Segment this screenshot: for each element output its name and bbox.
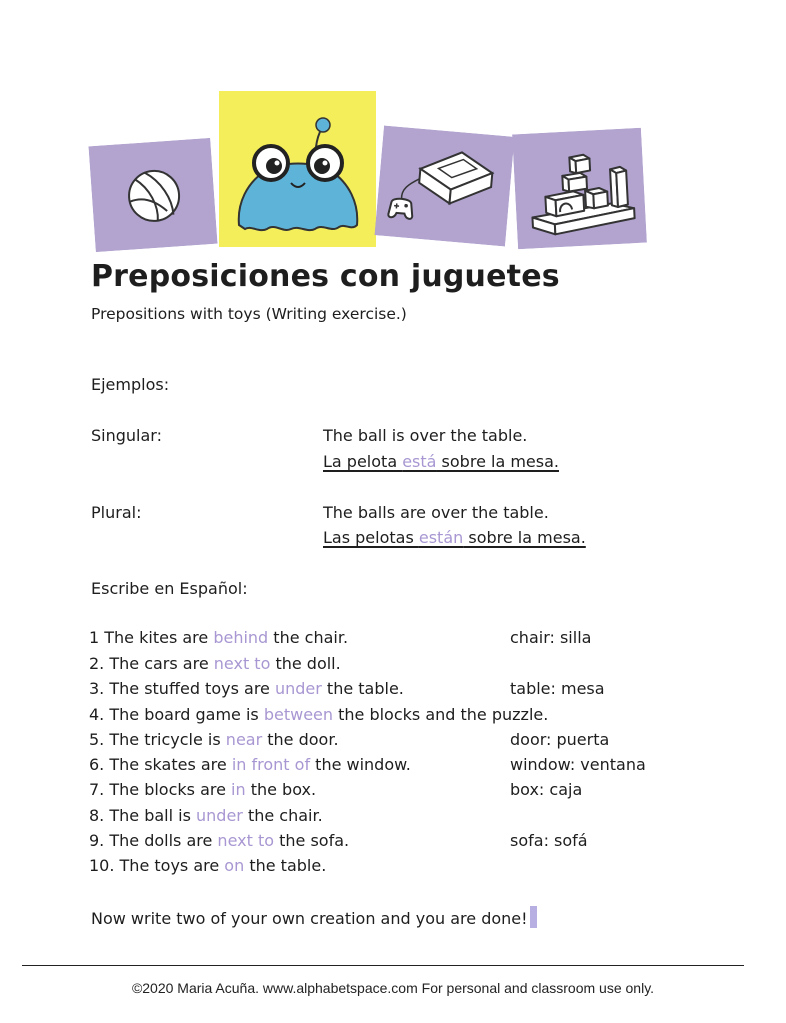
vocab-hint: window: ventana <box>510 755 646 774</box>
ball-icon <box>88 138 217 252</box>
toy-blocks-icon <box>512 128 647 250</box>
footer-copyright: ©2020 Maria Acuña. www.alphabetspace.com For personal and classroom use only. <box>131 980 655 996</box>
page-title: Preposiciones con juguetes <box>91 259 560 294</box>
singular-label: Singular: <box>91 426 162 445</box>
ball-tile <box>88 138 217 252</box>
plural-label: Plural: <box>91 503 142 522</box>
vocab-hint: sofa: sofá <box>510 831 588 850</box>
exercise-item: 10. The toys are on the table. <box>89 856 327 875</box>
singular-english: The ball is over the table. <box>323 426 528 445</box>
plural-spanish-verb: están <box>418 528 464 547</box>
exercise-item: 6. The skates are in front of the window. <box>89 755 411 774</box>
exercise-item: 5. The tricycle is near the door. <box>89 730 339 749</box>
exercise-item: 1 The kites are behind the chair. <box>89 628 349 647</box>
exercise-item: 3. The stuffed toys are under the table. <box>89 679 404 698</box>
plural-spanish-before: Las pelotas <box>323 528 419 547</box>
examples-heading: Ejemplos: <box>91 375 170 394</box>
singular-spanish-after: sobre la mesa. <box>436 452 559 471</box>
vocab-hint: box: caja <box>510 780 583 799</box>
exercise-item: 9. The dolls are next to the sofa. <box>89 831 350 850</box>
vocab-hint: door: puerta <box>510 730 610 749</box>
closing-instruction[interactable] <box>91 906 537 928</box>
singular-spanish <box>323 452 559 471</box>
mascot-icon <box>219 91 376 247</box>
plural-spanish <box>323 528 586 547</box>
plural-spanish-after: sobre la mesa. <box>463 528 586 547</box>
closing-text: Now write two of your own creation and you are done! <box>91 909 528 928</box>
vocab-hint: table: mesa <box>510 679 605 698</box>
instruction: Escribe en Español: <box>91 579 248 598</box>
blocks-tile <box>512 128 647 250</box>
text-cursor <box>530 906 537 928</box>
page-subtitle: Prepositions with toys (Writing exercise.) <box>91 305 407 323</box>
exercise-item: 2. The cars are next to the doll. <box>89 654 341 673</box>
vocab-hint: chair: silla <box>510 628 592 647</box>
exercise-item: 4. The board game is between the blocks and the puzzle. <box>89 705 549 724</box>
console-tile <box>374 126 514 247</box>
mascot-tile <box>219 91 376 247</box>
singular-spanish-verb: está <box>402 452 437 471</box>
footer-divider <box>22 965 744 966</box>
singular-spanish-before: La pelota <box>323 452 403 471</box>
exercise-item: 8. The ball is under the chair. <box>89 806 323 825</box>
exercise-item: 7. The blocks are in the box. <box>89 780 317 799</box>
game-console-icon <box>374 126 514 247</box>
plural-english: The balls are over the table. <box>323 503 549 522</box>
